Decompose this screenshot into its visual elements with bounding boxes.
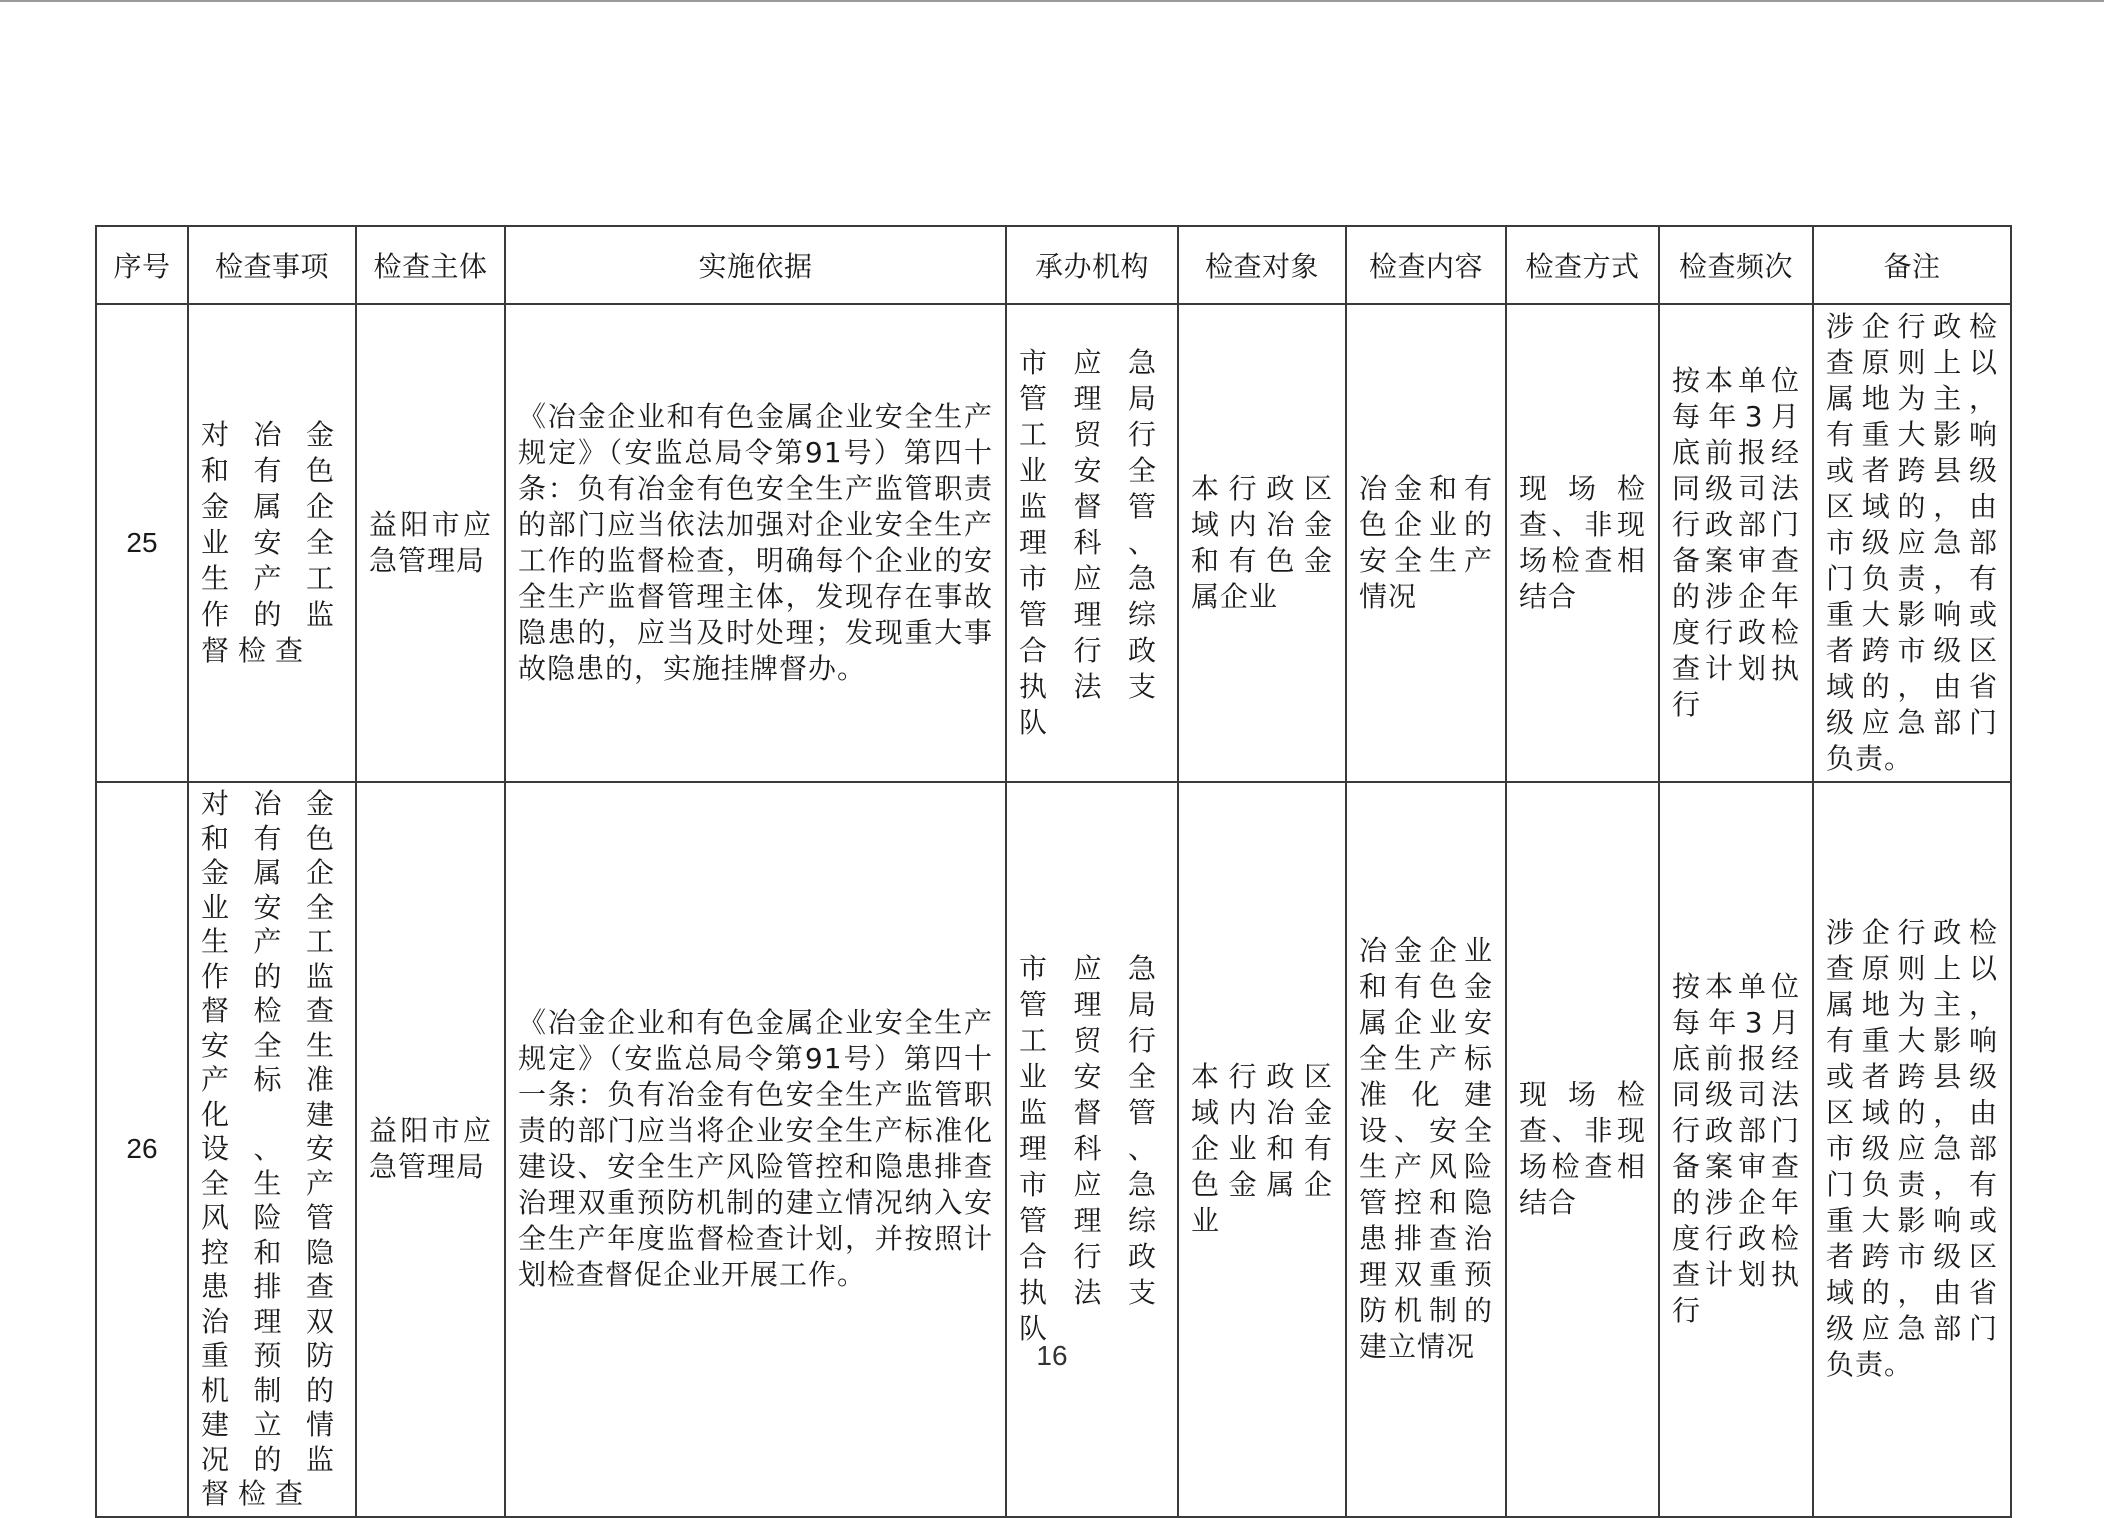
table-row <box>96 304 2011 782</box>
inspection-items-table <box>95 225 2012 1518</box>
header-seq: 序号 <box>96 226 188 304</box>
cell-agency: 市应急管理局工贸行业安全监督管理科、市应急管理综合行政执法支队 <box>1006 304 1178 782</box>
cell-seq: 26 <box>96 782 188 1517</box>
cell-frequency: 按本单位每年3月底前报经同级司法行政部门备案审查的涉企年度行政检查计划执行 <box>1659 782 1813 1517</box>
page-number: 16 <box>1036 1340 1068 1371</box>
table-row <box>96 782 2011 1517</box>
cell-method: 现场检查、非现场检查相结合 <box>1506 782 1659 1517</box>
header-frequency: 检查频次 <box>1659 226 1813 304</box>
cell-agency: 市应急管理局工贸行业安全监督管理科、市应急管理综合行政执法支队 <box>1006 782 1178 1517</box>
cell-frequency: 按本单位每年3月底前报经同级司法行政部门备案审查的涉企年度行政检查计划执行 <box>1659 304 1813 782</box>
header-target: 检查对象 <box>1178 226 1346 304</box>
cell-content: 冶金企业和有色金属企业安全生产标准化建设、安全生产风险管控和隐患排查治理双重预防机制的建立情况 <box>1346 782 1506 1517</box>
header-item: 检查事项 <box>188 226 356 304</box>
cell-item: 对冶金和有色金属企业安全生产工作的监督检查安全生产标准化建设、安全生产风险管控和隐患排查治理双重预防机制的建立情况的监督检查 <box>188 782 356 1517</box>
header-remarks: 备注 <box>1813 226 2011 304</box>
table-header-row <box>96 226 2011 304</box>
cell-content: 冶金和有色企业的安全生产情况 <box>1346 304 1506 782</box>
cell-seq: 25 <box>96 304 188 782</box>
cell-basis: 《冶金企业和有色金属企业安全生产规定》（安监总局令第91号）第四十一条：负有冶金有色安全生产监管职责的部门应当将企业安全生产标准化建设、安全生产风险管控和隐患排查治理双重预防机制的建立情况纳入安全生产年度监督检查计划，并按照计划检查督促企业开展工作。 <box>505 782 1006 1517</box>
cell-subject: 益阳市应急管理局 <box>356 782 505 1517</box>
header-basis: 实施依据 <box>505 226 1006 304</box>
cell-subject: 益阳市应急管理局 <box>356 304 505 782</box>
cell-remarks: 涉企行政检查原则上以属地为主，有重大影响或者跨县级区域的，由市级应急部门负责，有重大影响或者跨市级区域的，由省级应急部门负责。 <box>1813 782 2011 1517</box>
header-agency: 承办机构 <box>1006 226 1178 304</box>
cell-target: 本行政区域内冶金和有色金属企业 <box>1178 304 1346 782</box>
cell-item: 对冶金和有色金属企业安全生产工作的监督检查 <box>188 304 356 782</box>
cell-basis: 《冶金企业和有色金属企业安全生产规定》（安监总局令第91号）第四十条：负有冶金有色安全生产监管职责的部门应当依法加强对企业安全生产工作的监督检查，明确每个企业的安全生产监督管理主体，发现存在事故隐患的，应当及时处理；发现重大事故隐患的，实施挂牌督办。 <box>505 304 1006 782</box>
page-top-rule <box>0 0 2104 2</box>
header-subject: 检查主体 <box>356 226 505 304</box>
header-content: 检查内容 <box>1346 226 1506 304</box>
header-method: 检查方式 <box>1506 226 1659 304</box>
cell-method: 现场检查、非现场检查相结合 <box>1506 304 1659 782</box>
cell-target: 本行政区域内冶金企业和有色金属企业 <box>1178 782 1346 1517</box>
cell-remarks: 涉企行政检查原则上以属地为主，有重大影响或者跨县级区域的，由市级应急部门负责，有重大影响或者跨市级区域的，由省级应急部门负责。 <box>1813 304 2011 782</box>
